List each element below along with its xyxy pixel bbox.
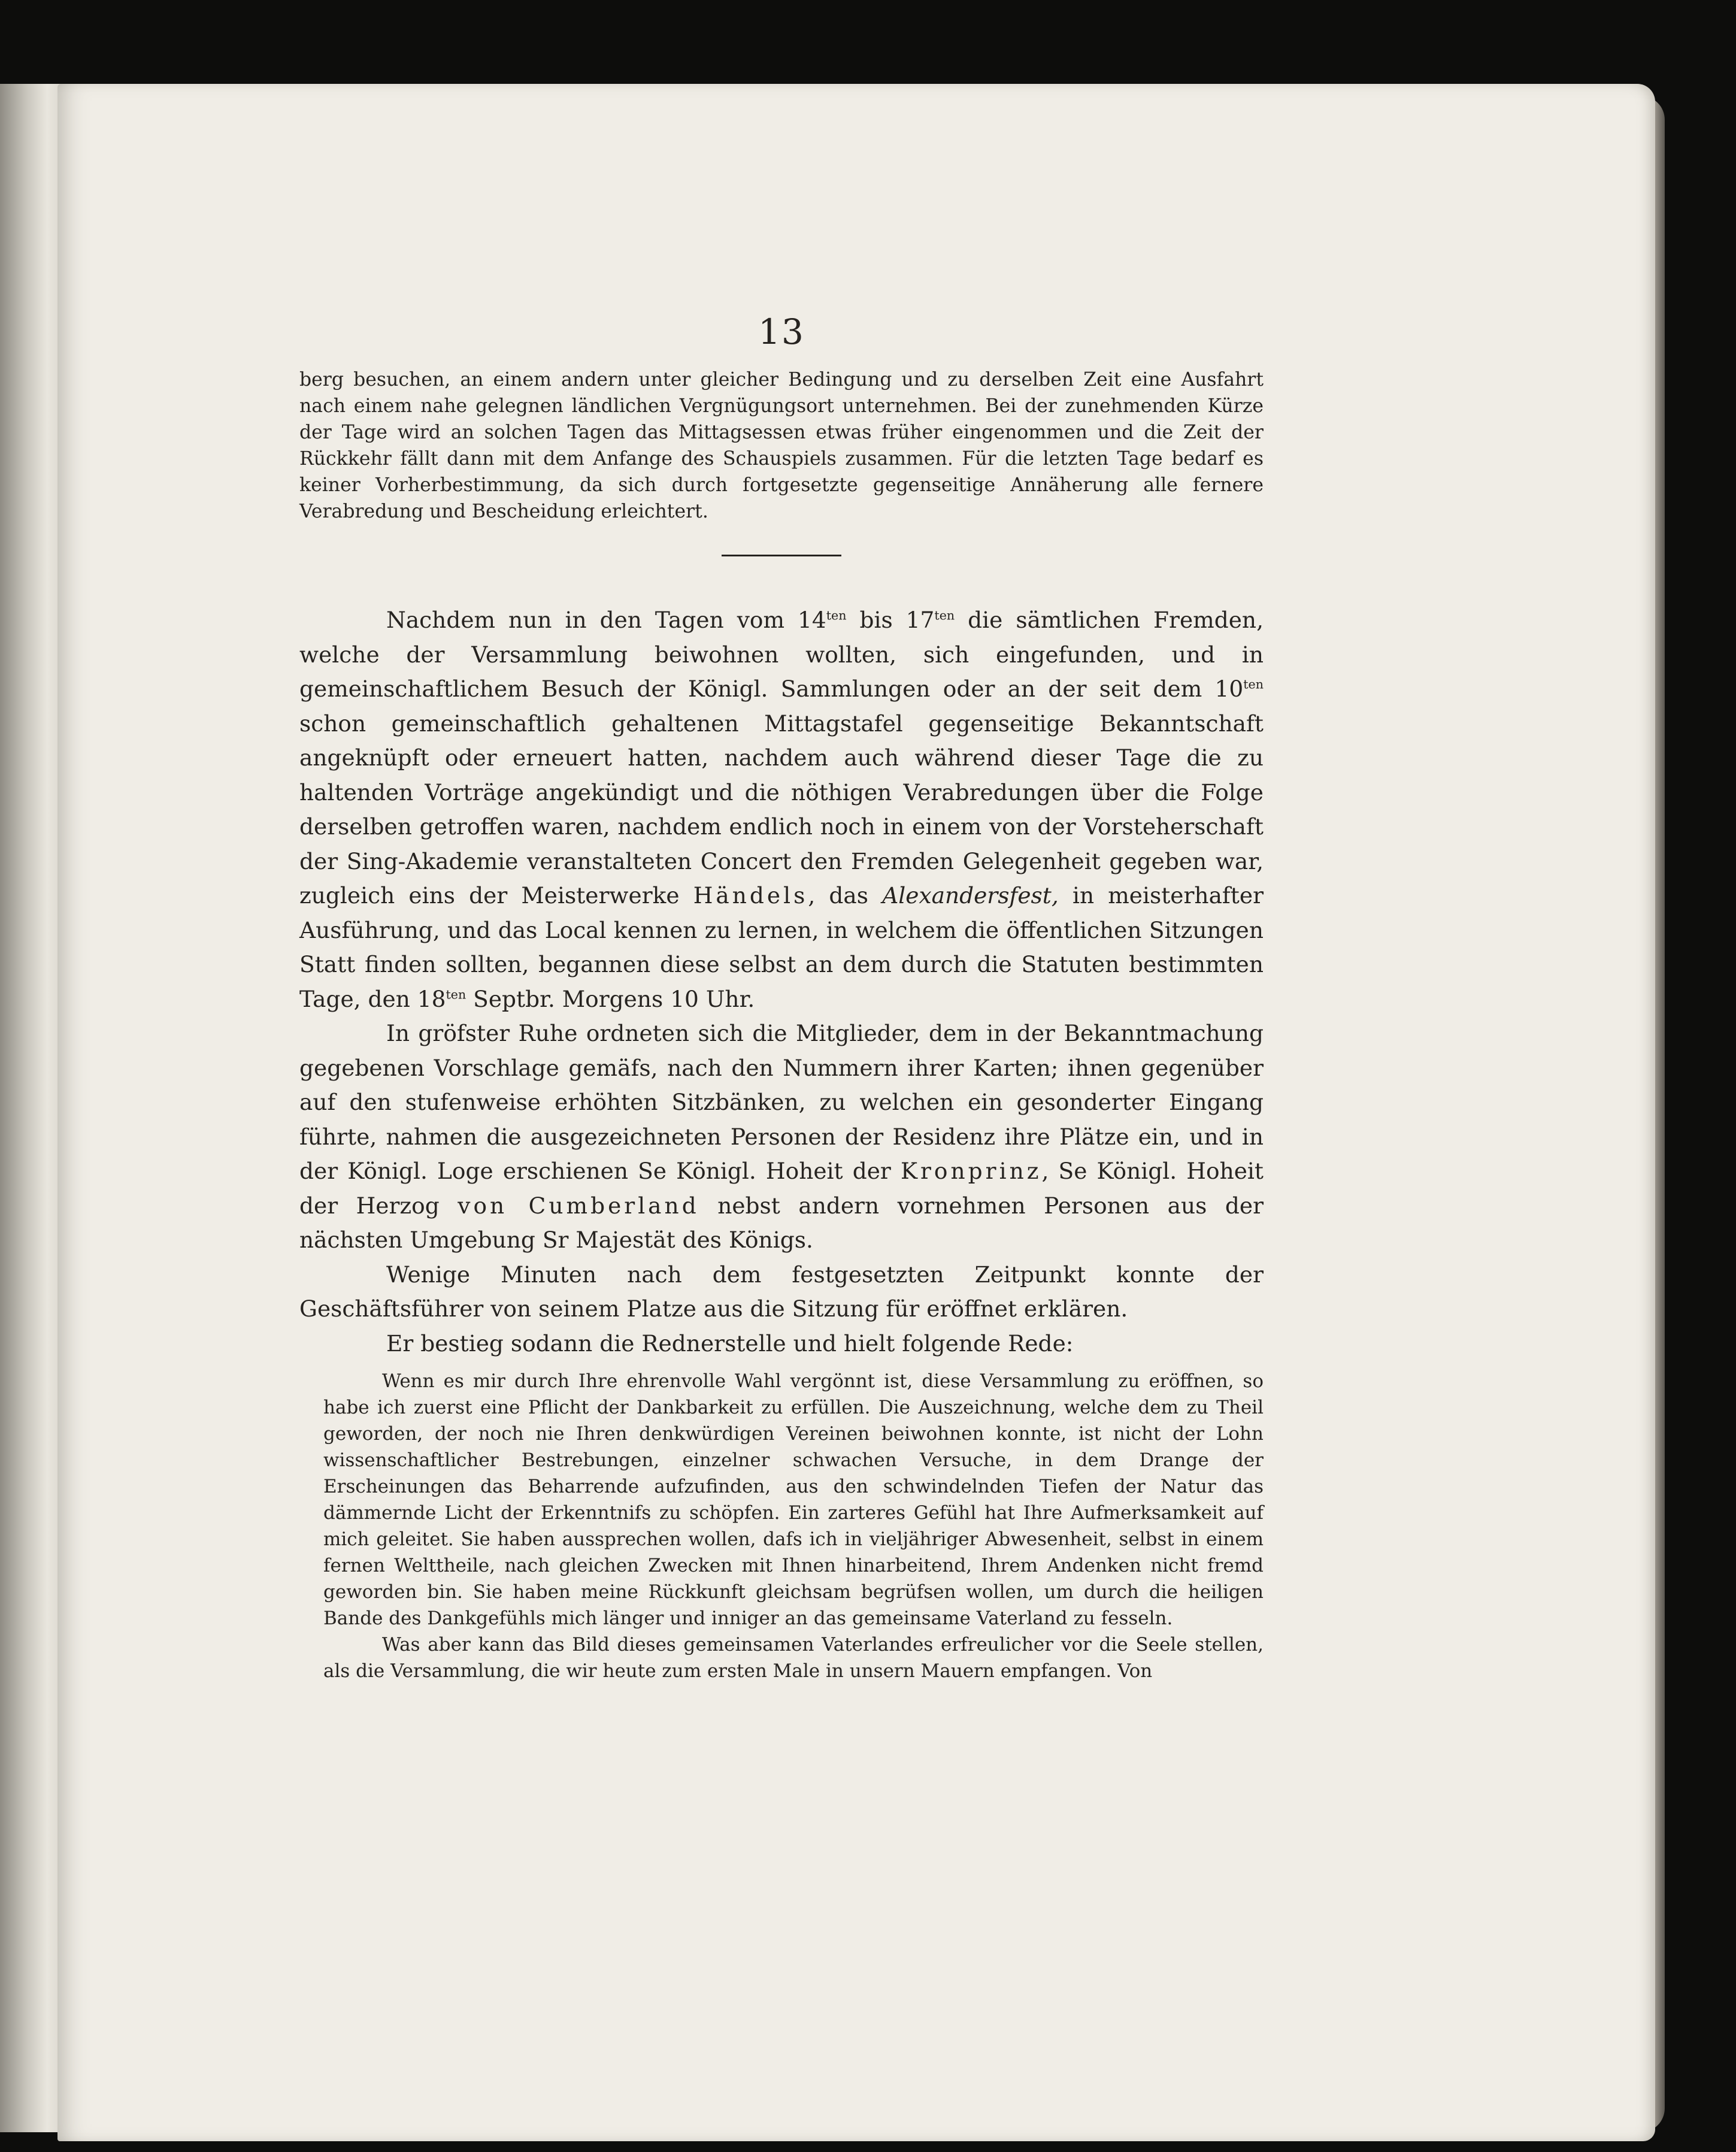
- paragraph-seating: In gröfster Ruhe ordneten sich die Mitglieder, dem in der Bekanntmachung gegebenen Vorschlage gemäfs, nach den Nummern ihrer Karten; ihnen gegenüber auf den stufenweise erhöhten Sitzbänken, zu welchen ein gesonderter Eingang führte, nahmen die ausgezeichneten Personen der Residenz ihre Plätze ein, und in der Königl. Loge erschienen Se Königl. Hoheit der Kronprinz, Se Königl. Hoheit der Herzog von Cumberland nebst andern vornehmen Personen aus der nächsten Umgebung Sr Majestät des Königs.: [299, 1020, 1264, 1253]
- section-divider: [722, 555, 841, 556]
- speech-block: [299, 1368, 1264, 1684]
- paragraph-opening: Wenige Minuten nach dem festgesetzten Zeitpunkt konnte der Geschäftsführer von seinem Platze aus die Sitzung für eröffnet erklären.: [299, 1261, 1264, 1322]
- paragraph-speech-intro: Er bestieg sodann die Rednerstelle und hielt folgende Rede:: [386, 1330, 1074, 1357]
- page-number: 13: [758, 311, 805, 352]
- speech-paragraph-2: Was aber kann das Bild dieses gemeinsamen Vaterlandes erfreulicher vor die Seele stellen, als die Versammlung, die wir heute zum ersten Male in unsern Mauern empfangen. Von: [323, 1634, 1264, 1682]
- page-content: [299, 299, 1264, 1684]
- speech-paragraph-1: Wenn es mir durch Ihre ehrenvolle Wahl vergönnt ist, diese Versammlung zu eröffnen, so habe ich zuerst eine Pflicht der Dankbarkeit zu erfüllen. Die Auszeichnung, welche dem zu Theil geworden, der noch nie Ihren denkwürdigen Vereinen beiwohnen konnte, ist nicht der Lohn wissenschaftlicher Bestrebungen, einzelner schwachen Versuche, in dem Drange der Erscheinungen das Beharrende aufzufinden, aus den schwindelnden Tiefen der Natur das dämmernde Licht der Erkenntnifs zu schöpfen. Ein zarteres Gefühl hat Ihre Aufmerksamkeit auf mich geleitet. Sie haben aussprechen wollen, dafs ich in vieljähriger Abwesenheit, selbst in einem fernen Welttheile, nach gleichen Zwecken mit Ihnen hinarbeitend, Ihrem Andenken nicht fremd geworden bin. Sie haben meine Rückkunft gleichsam begrüfsen wollen, um durch die heiligen Bande des Dankgefühls mich länger und inniger an das gemeinsame Vaterland zu fesseln.: [323, 1370, 1264, 1629]
- paragraph-continuation: berg besuchen, an einem andern unter gleicher Bedingung und zu derselben Zeit eine Ausfahrt nach einem nahe gelegnen ländlichen Vergnügungsort unternehmen. Bei der zunehmenden Kürze der Tage wird an solchen Tagen das Mittagsessen etwas früher eingenommen und die Zeit der Rückkehr fällt dann mit dem Anfange des Schauspiels zusammen. Für die letzten Tage bedarf es keiner Vorherbestimmung, da sich durch fortgesetzte gegenseitige Annäherung alle fernere Verabredung und Bescheidung erleichtert.: [299, 369, 1264, 522]
- paragraph-assembly-arrival: Nachdem nun in den Tagen vom $14^{ten}$ bis $17^{ten}$ die sämtlichen Fremden, welche der Versammlung beiwohnen wollten, sich eingefunden, und in gemeinschaftlichem Besuch der Königl. Sammlungen oder an der seit dem $10^{ten}$ schon gemeinschaftlich gehaltenen Mittagstafel gegenseitige Bekanntschaft angeknüpft oder erneuert hatten, nachdem auch während dieser Tage die zu haltenden Vorträge angekündigt und die nöthigen Verabredungen über die Folge derselben getroffen waren, nachdem endlich noch in einem von der Vorsteherschaft der Sing-Akademie veranstalteten Concert den Fremden Gelegenheit gegeben war, zugleich eins der Meisterwerke Händels, das Alexandersfest, in meisterhafter Ausführung, und das Local kennen zu lernen, in welchem die öffentlichen Sitzungen Statt finden sollten, begannen diese selbst an dem durch die Statuten bestimmten Tage, den $18^{ten}$ Septbr. Morgens 10 Uhr.: [299, 607, 1264, 1012]
